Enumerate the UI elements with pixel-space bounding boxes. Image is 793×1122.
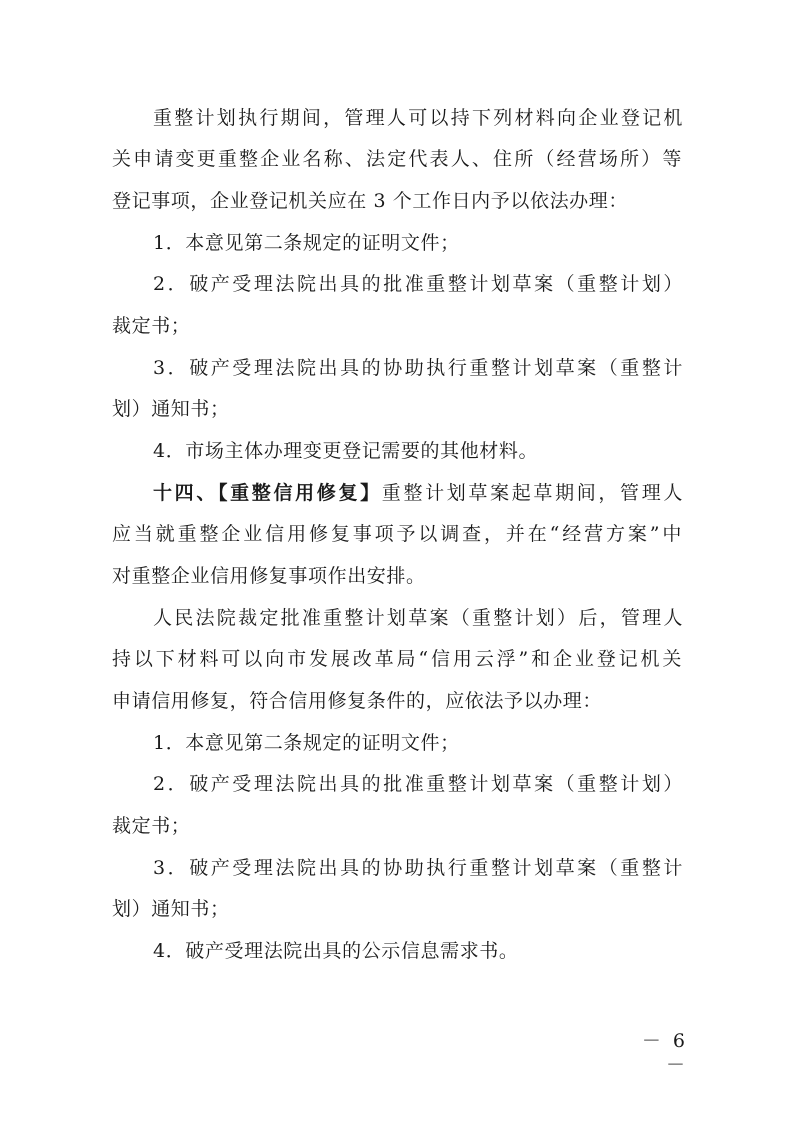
section-line (153, 481, 683, 505)
page-number: － 6 － (641, 1030, 688, 1076)
text-line: 申请信用修复，符合信用修复条件的，应依法予以办理： (112, 690, 603, 712)
text-line: 应当就重整企业信用修复事项予以调查，并在“经营方案”中 (112, 523, 682, 545)
text-line: 关申请变更重整企业名称、法定代表人、住所（经营场所）等 (112, 148, 682, 170)
list-item: 2．破产受理法院出具的批准重整计划草案（重整计划） (153, 773, 683, 795)
list-item: 1．本意见第二条规定的证明文件； (153, 232, 460, 254)
list-item: 4．市场主体办理变更登记需要的其他材料。 (153, 440, 539, 462)
text-line: 裁定书； (112, 315, 191, 337)
text-line: 人民法院裁定批准重整计划草案（重整计划）后，管理人 (153, 607, 683, 629)
list-item: 3．破产受理法院出具的协助执行重整计划草案（重整计 (153, 357, 683, 379)
list-item: 1．本意见第二条规定的证明文件； (153, 732, 460, 754)
text-line: 持以下材料可以向市发展改革局“信用云浮”和企业登记机关 (112, 648, 682, 670)
text-line: 裁定书； (112, 815, 191, 837)
list-item: 4．破产受理法院出具的公示信息需求书。 (153, 940, 519, 962)
text-line: 划）通知书； (112, 398, 230, 420)
text-line: 划）通知书； (112, 898, 230, 920)
section-heading: 十四、【重整信用修复】 (153, 482, 382, 504)
list-item: 2．破产受理法院出具的批准重整计划草案（重整计划） (153, 273, 683, 295)
text-line: 重整计划执行期间，管理人可以持下列材料向企业登记机 (153, 107, 683, 129)
text-line: 对重整企业信用修复事项作出安排。 (112, 565, 426, 587)
list-item: 3．破产受理法院出具的协助执行重整计划草案（重整计 (153, 857, 683, 879)
section-text: 重整计划草案起草期间，管理人 (381, 482, 683, 504)
text-line: 登记事项，企业登记机关应在 3 个工作日内予以依法办理： (112, 190, 628, 212)
